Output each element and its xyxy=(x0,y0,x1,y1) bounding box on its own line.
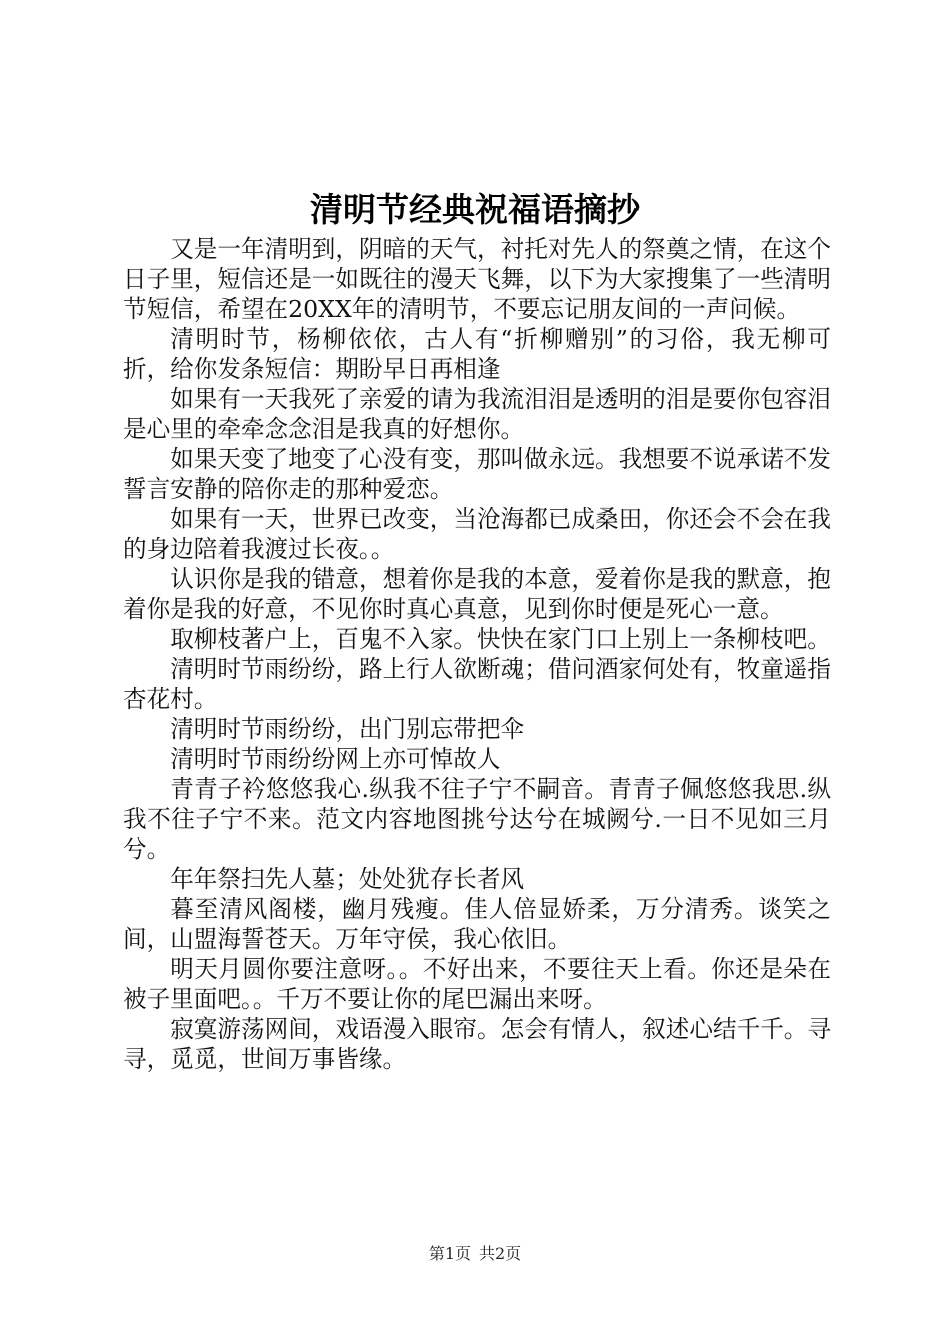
paragraph: 认识你是我的错意，想着你是我的本意，爱着你是我的默意，抱着你是我的好意，不见你时真心真意，见到你时便是死心一意。 xyxy=(123,565,831,623)
page-title: 清明节经典祝福语摘抄 xyxy=(310,190,640,229)
document-body xyxy=(123,234,831,1074)
page-total: 共2页 xyxy=(479,1244,522,1263)
paragraph: 如果有一天我死了亲爱的请为我流泪泪是透明的泪是要你包容泪是心里的牵牵念念泪是我真的好想你。 xyxy=(123,385,831,443)
paragraph: 年年祭扫先人墓；处处犹存长者风 xyxy=(170,865,525,893)
paragraph: 清明时节雨纷纷，路上行人欲断魂；借问酒家何处有，牧童遥指杏花村。 xyxy=(123,655,831,713)
page-footer xyxy=(0,1243,950,1265)
paragraph: 如果有一天，世界已改变，当沧海都已成桑田，你还会不会在我的身边陪着我渡过长夜。。 xyxy=(123,505,831,563)
paragraph: 如果天变了地变了心没有变，那叫做永远。我想要不说承诺不发誓言安静的陪你走的那种爱恋。 xyxy=(123,445,831,503)
paragraph: 取柳枝著户上，百鬼不入家。快快在家门口上别上一条柳枝吧。 xyxy=(170,625,831,653)
paragraph: 清明时节雨纷纷网上亦可悼故人 xyxy=(170,745,501,773)
paragraph: 明天月圆你要注意呀。。不好出来，不要往天上看。你还是朵在被子里面吧。。千万不要让你的尾巴漏出来呀。 xyxy=(123,955,831,1013)
paragraph: 暮至清风阁楼，幽月残瘦。佳人倍显娇柔，万分清秀。谈笑之间，山盟海誓苍天。万年守侯，我心依旧。 xyxy=(123,895,831,953)
paragraph: 清明时节，杨柳依依，古人有“折柳赠别”的习俗，我无柳可折，给你发条短信：期盼早日再相逢 xyxy=(123,325,831,383)
paragraph: 青青子衿悠悠我心.纵我不往子宁不嗣音。青青子佩悠悠我思.纵我不往子宁不来。范文内容地图挑兮达兮在城阙兮.一日不见如三月兮。 xyxy=(123,775,831,863)
paragraph: 清明时节雨纷纷，出门别忘带把伞 xyxy=(170,715,525,743)
page-number: 第1页 xyxy=(428,1244,471,1263)
paragraph: 又是一年清明到，阴暗的天气，衬托对先人的祭奠之情，在这个日子里，短信还是一如既往的漫天飞舞，以下为大家搜集了一些清明节短信，希望在20XX年的清明节，不要忘记朋友间的一声问候。 xyxy=(123,235,831,323)
paragraph: 寂寞游荡网间，戏语漫入眼帘。怎会有情人，叙述心结千千。寻寻，觅觅，世间万事皆缘。 xyxy=(123,1015,831,1073)
